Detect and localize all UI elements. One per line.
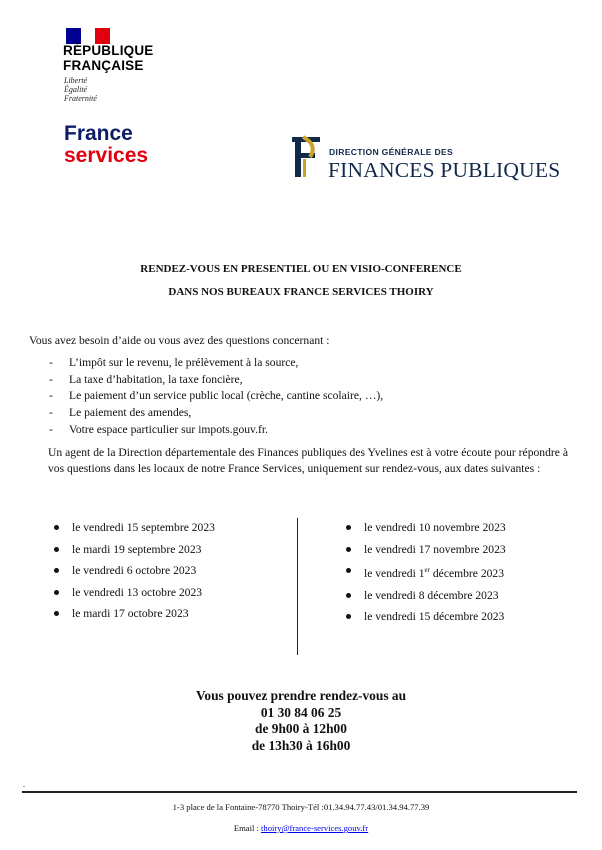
footer-email-line bbox=[0, 823, 602, 833]
ordinal-suffix: er bbox=[424, 566, 430, 575]
finances-publiques-emblem-icon bbox=[288, 135, 324, 179]
republique-flag-icon bbox=[66, 28, 110, 44]
republique-title-line2: FRANÇAISE bbox=[63, 57, 144, 73]
list-item: - Le paiement des amendes, bbox=[47, 405, 383, 422]
france-services-line2: services bbox=[64, 144, 149, 167]
list-item: - L’impôt sur le revenu, le prélèvement à la source, bbox=[47, 355, 383, 372]
topics-list bbox=[47, 355, 383, 439]
france-services-line1: France bbox=[64, 122, 133, 145]
email-link[interactable]: thoiry@france-services.gouv.fr bbox=[261, 823, 369, 833]
date-item: le vendredi 6 octobre 2023 bbox=[48, 560, 215, 582]
dgfip-title: FINANCES PUBLIQUES bbox=[328, 158, 561, 182]
list-item: - La taxe d’habitation, la taxe foncière, bbox=[47, 372, 383, 389]
footer-divider bbox=[22, 791, 577, 793]
list-item: - Votre espace particulier sur impots.gouv.fr. bbox=[47, 422, 383, 439]
motto-egalite: Égalité bbox=[64, 85, 88, 94]
date-item: le vendredi 15 septembre 2023 bbox=[48, 517, 215, 539]
date-text: décembre 2023 bbox=[429, 567, 505, 581]
date-item: le vendredi 13 octobre 2023 bbox=[48, 582, 215, 604]
france-services-logo bbox=[64, 123, 148, 167]
footer-address: 1-3 place de la Fontaine-78770 Thoiry-Tél :01.34.94.77.43/01.34.94.77.39 bbox=[172, 802, 430, 812]
motto-fraternite: Fraternité bbox=[64, 94, 97, 103]
flag-blue-band bbox=[66, 28, 81, 44]
intro-text: Vous avez besoin d’aide ou vous avez des questions concernant : bbox=[29, 334, 330, 347]
contact-hours-morning: de 9h00 à 12h00 bbox=[255, 721, 347, 736]
date-item: le mardi 19 septembre 2023 bbox=[48, 539, 215, 561]
flag-white-band bbox=[81, 28, 96, 44]
footer-dot: . bbox=[23, 780, 25, 789]
dates-right-column bbox=[340, 517, 506, 628]
page-heading-line2: DANS NOS BUREAUX FRANCE SERVICES THOIRY bbox=[168, 286, 434, 298]
contact-block bbox=[0, 688, 602, 754]
contact-phone: 01 30 84 06 25 bbox=[260, 704, 342, 720]
date-item: le vendredi 8 décembre 2023 bbox=[340, 585, 506, 607]
page-heading-line1: RENDEZ-VOUS EN PRESENTIEL OU EN VISIO-CONFERENCE bbox=[140, 263, 462, 275]
dates-left-column bbox=[48, 517, 215, 625]
date-item: le vendredi 15 décembre 2023 bbox=[340, 606, 506, 628]
date-text: le vendredi 1 bbox=[364, 567, 425, 581]
date-item: le vendredi 17 novembre 2023 bbox=[340, 539, 506, 561]
date-item: le vendredi 10 novembre 2023 bbox=[340, 517, 506, 539]
column-divider bbox=[297, 518, 298, 655]
date-item bbox=[340, 560, 506, 584]
contact-intro: Vous pouvez prendre rendez-vous au bbox=[195, 688, 407, 703]
email-label: Email : bbox=[233, 823, 262, 833]
date-item: le mardi 17 octobre 2023 bbox=[48, 603, 215, 625]
republique-motto bbox=[64, 76, 97, 103]
republique-francaise-logo bbox=[63, 44, 154, 73]
list-item: - Le paiement d’un service public local (crèche, cantine scolaire, …), bbox=[47, 388, 383, 405]
republique-title-line1: RÉPUBLIQUE bbox=[63, 43, 154, 58]
contact-hours-afternoon: de 13h30 à 16h00 bbox=[251, 737, 351, 753]
dgfip-subtitle: DIRECTION GÉNÉRALE DES bbox=[329, 147, 454, 157]
motto-liberte: Liberté bbox=[64, 76, 88, 85]
agent-paragraph: Un agent de la Direction départementale des Finances publiques des Yvelines est à votre écoute pour répondre à vos questions dans les locaux de notre France Services, uniquement sur rendez-vous, aux dates suivantes : bbox=[48, 446, 568, 475]
flag-red-band bbox=[95, 28, 110, 44]
